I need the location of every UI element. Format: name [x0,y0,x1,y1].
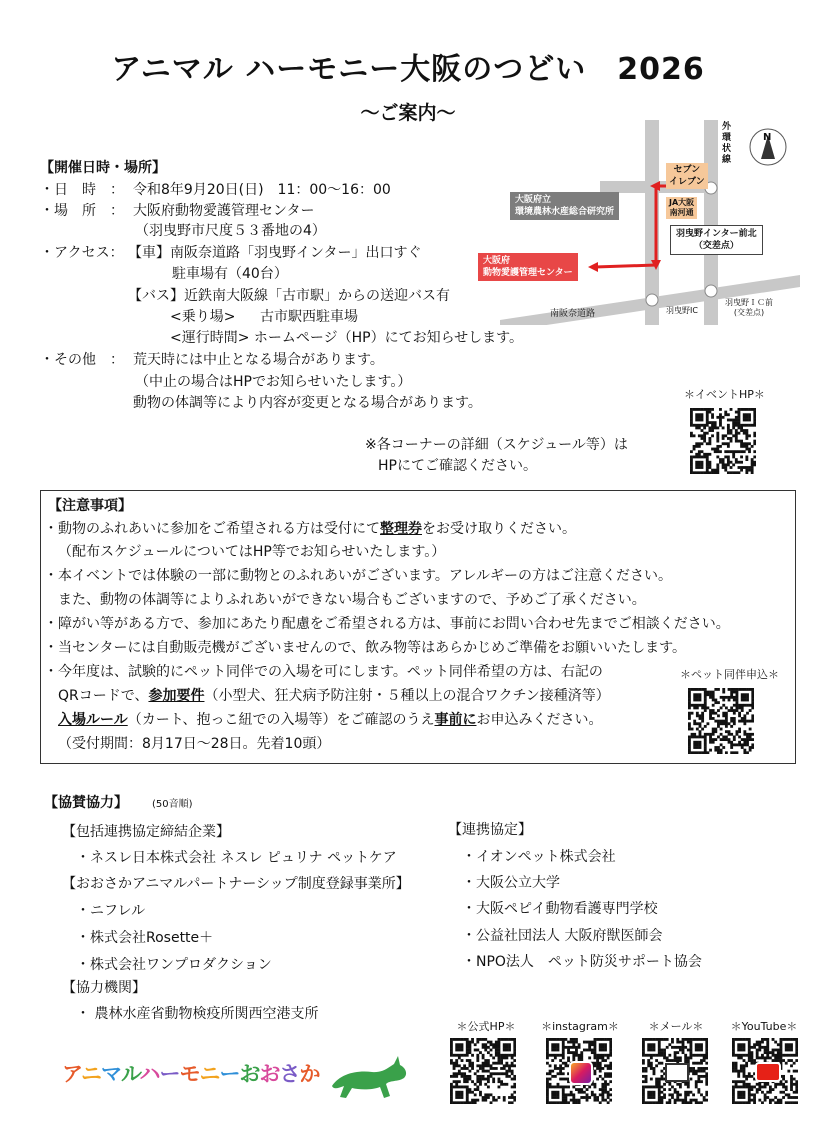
access-parking: 駐車場有（40台） [172,266,288,282]
qr-pet-caption: ＊ペット同伴申込＊ [680,668,779,681]
map-nanhanna: 南阪奈道路 [550,309,596,319]
notice-line-4: また、動物の体調等によりふれあいができない場合もございますので、予めご了承ください。 [58,592,646,608]
youtube-icon [755,1062,781,1082]
map-ja: JA大阪 南河通 [666,197,697,219]
north-label: N [763,132,772,143]
access-bus: 【バス】近鉄南大阪線「古市駅」からの送迎バス有 [128,288,450,304]
notice-heading: 【注意事項】 [48,498,132,514]
other-note-1: 荒天時には中止となる場合があります。 [133,352,384,368]
qr-instagram-caption: ＊instagram＊ [541,1020,619,1033]
sponsor-group-2-title: 【おおさかアニマルパートナーシップ制度登録事業所】 [62,876,410,892]
other-note-3: 動物の体調等により内容が変更となる場合があります。 [133,395,482,411]
qr-code-event-hp[interactable] [690,408,756,474]
notice-line-2: （配布スケジュールについてはHP等でお知らせいたします。） [58,544,446,560]
mail-icon [665,1063,689,1082]
sponsor-item: ・ 農林水産省動物検疫所関西空港支所 [76,1006,319,1022]
date-value: 令和8年9月20日(日) 11：00～16：00 [133,182,391,198]
sponsor-item: ・ネスレ日本株式会社 ネスレ ピュリナ ペットケア [76,850,397,866]
notice-line-3: ・本イベントでは体験の一部に動物とのふれあいがございます。アレルギーの方はご注意ください。 [44,568,672,584]
map-seven-eleven: セブン イレブン [666,163,708,189]
map-outer-ring-label: 外 環 状 線 [722,122,732,165]
bus-stop-label: <乗り場> [170,309,236,325]
map-habikino-north: 羽曳野インター前北 （交差点） [670,225,763,255]
map-research-center: 大阪府立 環境農林水産総合研究所 [510,192,619,220]
notice-line-5: ・障がい等がある方で、参加にあたり配慮をご希望される方は、事前にお問い合わせ先までご相談ください。 [44,616,730,632]
qr-youtube-caption: ＊YouTube＊ [730,1020,798,1033]
place-label: ・場 所 ： [40,203,124,219]
qr-code-official-hp[interactable] [450,1038,516,1104]
sponsor-item: ・株式会社ワンプロダクション [76,957,272,973]
notice-line-10: （受付期間：8月17日～28日。先着10頭） [58,736,331,752]
sponsors-heading: 【協賛協力】 [44,795,128,811]
map-habikino-ic-front: 羽曳野ＩＣ前 (交差点) [725,298,773,317]
sponsor-item: ・大阪ペピイ動物看護専門学校 [462,901,658,917]
sponsors-order-note: (50音順) [152,799,193,810]
bus-stop-value: 古市駅西駐車場 [260,309,358,325]
map-animal-center: 大阪府 動物愛護管理センター [478,253,578,281]
notice-line-9: 入場ルール（カート、抱っこ紐での入場等）をご確認のうえ事前にお申込みください。 [58,712,603,728]
cat-logo-icon [326,1052,410,1104]
sponsor-item: ・NPO法人 ペット防災サポート協会 [462,954,702,970]
instagram-icon [569,1061,593,1085]
sponsor-item: ・ニフレル [76,903,146,919]
map-habikino-ic: 羽曳野IC [666,306,698,315]
bus-time: <運行時間> ホームページ（HP）にてお知らせします。 [170,330,524,346]
qr-official-caption: ＊公式HP＊ [456,1020,516,1033]
access-label: ・アクセス： [40,245,124,261]
page-title: アニマル ハーモニー大阪のつどい 2026 [111,52,705,87]
sponsor-item: ・イオンペット株式会社 [462,849,616,865]
sponsor-group-4-title: 【連携協定】 [448,822,532,838]
event-info-heading: 【開催日時・場所】 [40,160,166,176]
sponsor-item: ・公益社団法人 大阪府獣医師会 [462,928,663,944]
date-label: ・日 時 ： [40,182,124,198]
sponsor-group-3-title: 【協力機関】 [62,980,146,996]
other-label: ・その他 ： [40,352,124,368]
place-address: （羽曳野市尺度５３番地の4） [135,223,326,239]
notice-line-8: QRコードで、参加要件（小型犬、狂犬病予防注射・５種以上の混合ワクチン接種済等） [58,688,610,704]
other-note-2: （中止の場合はHPでお知らせいたします。） [135,374,412,390]
corner-note-2: HPにてご確認ください。 [378,458,537,474]
access-map [470,115,800,325]
qr-mail-caption: ＊メール＊ [648,1020,704,1033]
place-value: 大阪府動物愛護管理センター [133,203,315,219]
notice-line-7: ・今年度は、試験的にペット同伴での入場を可にします。ペット同伴希望の方は、右記の [44,664,603,680]
sponsor-group-1-title: 【包括連携協定締結企業】 [62,824,230,840]
access-car: 【車】南阪奈道路「羽曳野インター」出口すぐ [128,245,422,261]
sponsor-item: ・株式会社Rosette＋ [76,930,214,946]
logo-text: アニマルハーモニーおおさか [62,1062,320,1086]
qr-event-caption: ＊イベントHP＊ [684,388,765,401]
notice-line-1: ・動物のふれあいに参加をご希望される方は受付にて整理券をお受け取りください。 [44,521,576,537]
corner-note-1: ※各コーナーの詳細（スケジュール等）は [365,437,628,453]
page-subtitle: ～ご案内～ [360,102,456,124]
sponsor-item: ・大阪公立大学 [462,875,560,891]
notice-line-6: ・当センターには自動販売機がございませんので、飲み物等はあらかじめご準備をお願いいたします。 [44,640,687,656]
qr-code-pet-application[interactable] [688,688,754,754]
